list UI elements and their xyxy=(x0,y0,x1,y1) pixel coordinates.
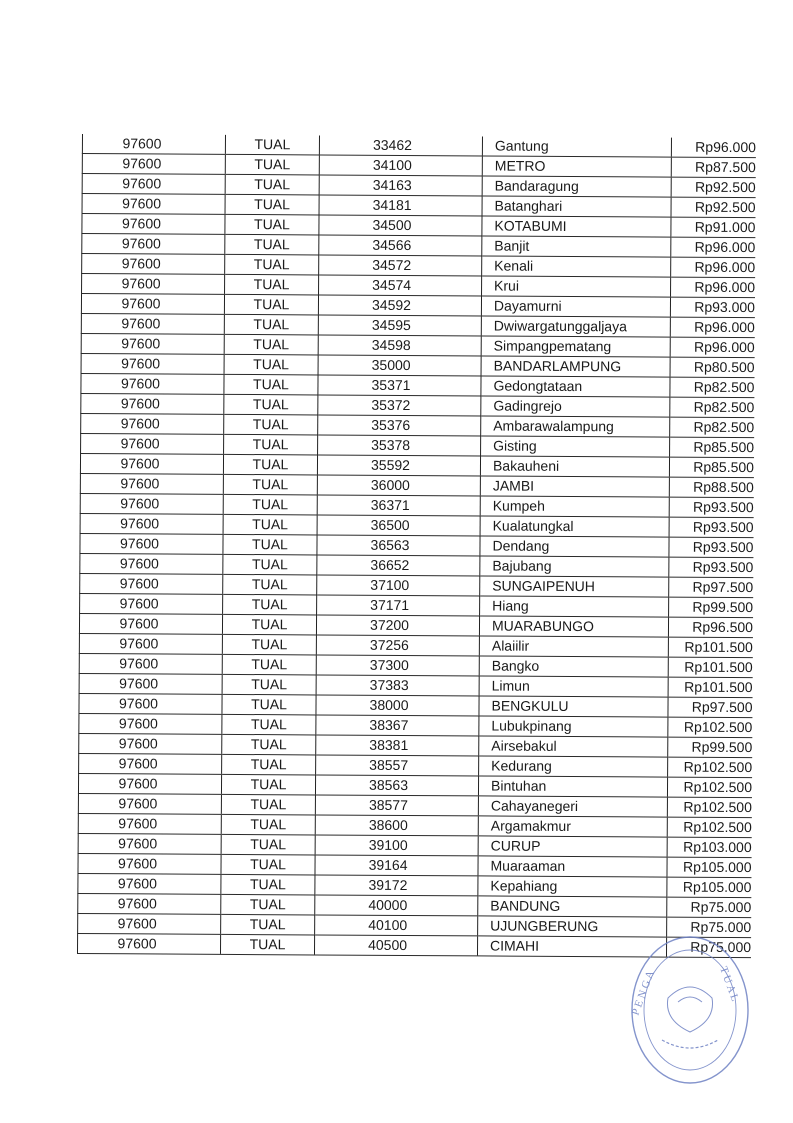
origin-zip-cell: 97600 xyxy=(80,473,223,494)
origin-zip-cell: 97600 xyxy=(79,653,222,674)
destination-zip-cell: 35378 xyxy=(318,435,481,456)
origin-city-cell: TUAL xyxy=(223,514,317,535)
destination-zip-cell: 39172 xyxy=(315,875,478,896)
price-cell: Rp96.500 xyxy=(668,617,753,638)
origin-city-cell: TUAL xyxy=(221,814,315,835)
price-cell: Rp102.500 xyxy=(667,797,752,818)
origin-city-cell: TUAL xyxy=(225,234,319,255)
origin-city-cell: TUAL xyxy=(225,254,319,275)
price-cell: Rp105.000 xyxy=(667,857,752,878)
price-cell: Rp82.500 xyxy=(670,417,755,438)
destination-zip-cell: 34598 xyxy=(318,335,481,356)
price-cell: Rp102.500 xyxy=(668,717,753,738)
origin-zip-cell: 97600 xyxy=(82,194,225,215)
price-cell: Rp85.500 xyxy=(669,457,754,478)
origin-city-cell: TUAL xyxy=(221,854,315,875)
destination-name-cell: BANDARLAMPUNG xyxy=(481,356,670,377)
price-cell: Rp105.000 xyxy=(667,877,752,898)
origin-city-cell: TUAL xyxy=(221,774,315,795)
origin-city-cell: TUAL xyxy=(221,874,315,895)
destination-zip-cell: 37383 xyxy=(316,675,479,696)
origin-city-cell: TUAL xyxy=(222,734,316,755)
destination-name-cell: Bajubang xyxy=(480,556,669,577)
destination-zip-cell: 34592 xyxy=(318,295,481,316)
destination-name-cell: BANDUNG xyxy=(478,896,667,917)
origin-zip-cell: 97600 xyxy=(78,913,221,934)
price-cell: Rp85.500 xyxy=(670,437,755,458)
origin-zip-cell: 97600 xyxy=(81,373,224,394)
destination-zip-cell: 34100 xyxy=(319,155,482,176)
destination-zip-cell: 37200 xyxy=(316,615,479,636)
price-cell: Rp75.000 xyxy=(666,937,751,958)
price-cell: Rp101.500 xyxy=(668,677,753,698)
destination-zip-cell: 36563 xyxy=(317,535,480,556)
price-cell: Rp88.500 xyxy=(669,477,754,498)
destination-zip-cell: 37100 xyxy=(317,575,480,596)
origin-zip-cell: 97600 xyxy=(79,633,222,654)
destination-name-cell: Bakauheni xyxy=(480,456,669,477)
destination-name-cell: Dayamurni xyxy=(481,296,670,317)
origin-zip-cell: 97600 xyxy=(78,793,221,814)
origin-zip-cell: 97600 xyxy=(80,573,223,594)
destination-name-cell: Airsebakul xyxy=(479,736,668,757)
destination-name-cell: CIMAHI xyxy=(477,936,666,957)
origin-city-cell: TUAL xyxy=(224,354,318,375)
svg-text:T U A L: T U A L xyxy=(717,964,741,1004)
origin-zip-cell: 97600 xyxy=(82,254,225,275)
svg-text:P E N G A: P E N G A xyxy=(629,969,657,1018)
price-cell: Rp96.000 xyxy=(670,337,755,358)
origin-zip-cell: 97600 xyxy=(81,413,224,434)
court-seal-stamp xyxy=(628,928,752,1086)
price-cell: Rp96.000 xyxy=(670,317,755,338)
destination-name-cell: BENGKULU xyxy=(479,696,668,717)
destination-name-cell: METRO xyxy=(482,156,671,177)
origin-zip-cell: 97600 xyxy=(81,333,224,354)
destination-name-cell: Alaiilir xyxy=(479,636,668,657)
destination-name-cell: Kualatungkal xyxy=(480,516,669,537)
origin-city-cell: TUAL xyxy=(223,454,317,475)
origin-city-cell: TUAL xyxy=(223,554,317,575)
price-cell: Rp93.500 xyxy=(669,537,754,558)
origin-city-cell: TUAL xyxy=(224,434,318,455)
destination-name-cell: CURUP xyxy=(478,836,667,857)
destination-zip-cell: 34181 xyxy=(319,195,482,216)
origin-zip-cell: 97600 xyxy=(80,493,223,514)
origin-zip-cell: 97600 xyxy=(82,274,225,295)
destination-zip-cell: 38367 xyxy=(316,715,479,736)
destination-name-cell: Dwiwargatunggaljaya xyxy=(481,316,670,337)
price-cell: Rp92.500 xyxy=(671,177,756,198)
destination-name-cell: Limun xyxy=(479,676,668,697)
origin-zip-cell: 97600 xyxy=(78,873,221,894)
price-cell: Rp96.000 xyxy=(671,138,756,158)
price-cell: Rp99.500 xyxy=(669,597,754,618)
origin-city-cell: TUAL xyxy=(222,634,316,655)
destination-name-cell: Cahayanegeri xyxy=(478,796,667,817)
origin-city-cell: TUAL xyxy=(221,794,315,815)
price-cell: Rp99.500 xyxy=(668,737,753,758)
destination-zip-cell: 36500 xyxy=(317,515,480,536)
destination-name-cell: Bandaragung xyxy=(482,176,671,197)
destination-zip-cell: 38577 xyxy=(315,795,478,816)
destination-name-cell: Krui xyxy=(482,276,671,297)
destination-name-cell: Banjit xyxy=(482,236,671,257)
price-cell: Rp97.500 xyxy=(669,577,754,598)
price-cell: Rp91.000 xyxy=(671,217,756,238)
origin-zip-cell: 97600 xyxy=(79,613,222,634)
destination-zip-cell: 34595 xyxy=(318,315,481,336)
tariff-table-body xyxy=(77,134,755,958)
origin-city-cell: TUAL xyxy=(225,135,319,155)
origin-city-cell: TUAL xyxy=(225,214,319,235)
destination-name-cell: Argamakmur xyxy=(478,816,667,837)
price-cell: Rp87.500 xyxy=(671,157,756,178)
origin-zip-cell: 97600 xyxy=(79,673,222,694)
origin-zip-cell: 97600 xyxy=(80,533,223,554)
origin-zip-cell: 97600 xyxy=(81,433,224,454)
origin-city-cell: TUAL xyxy=(221,834,315,855)
destination-name-cell: Kepahiang xyxy=(478,876,667,897)
origin-zip-cell: 97600 xyxy=(80,593,223,614)
price-cell: Rp93.500 xyxy=(669,557,754,578)
destination-name-cell: Ambarawalampung xyxy=(481,416,670,437)
origin-city-cell: TUAL xyxy=(220,934,314,955)
price-cell: Rp92.500 xyxy=(671,197,756,218)
destination-zip-cell: 35592 xyxy=(317,455,480,476)
destination-zip-cell: 38600 xyxy=(315,815,478,836)
destination-zip-cell: 40500 xyxy=(314,935,477,956)
origin-zip-cell: 97600 xyxy=(77,933,220,954)
origin-city-cell: TUAL xyxy=(222,654,316,675)
destination-name-cell: Gisting xyxy=(481,436,670,457)
origin-zip-cell: 97600 xyxy=(82,134,225,154)
origin-zip-cell: 97600 xyxy=(79,713,222,734)
origin-city-cell: TUAL xyxy=(222,754,316,775)
origin-city-cell: TUAL xyxy=(223,574,317,595)
origin-city-cell: TUAL xyxy=(222,614,316,635)
origin-city-cell: TUAL xyxy=(225,154,319,175)
price-cell: Rp80.500 xyxy=(670,357,755,378)
origin-zip-cell: 97600 xyxy=(81,393,224,414)
price-cell: Rp93.500 xyxy=(669,517,754,538)
origin-zip-cell: 97600 xyxy=(82,154,225,175)
destination-name-cell: KOTABUMI xyxy=(482,216,671,237)
price-cell: Rp96.000 xyxy=(671,237,756,258)
destination-name-cell: UJUNGBERUNG xyxy=(478,916,667,937)
origin-city-cell: TUAL xyxy=(224,414,318,435)
destination-name-cell: SUNGAIPENUH xyxy=(480,576,669,597)
destination-zip-cell: 37300 xyxy=(316,655,479,676)
destination-name-cell: Bangko xyxy=(479,656,668,677)
destination-name-cell: Hiang xyxy=(480,596,669,617)
origin-city-cell: TUAL xyxy=(221,914,315,935)
origin-zip-cell: 97600 xyxy=(80,453,223,474)
destination-zip-cell: 35376 xyxy=(318,415,481,436)
price-cell: Rp102.500 xyxy=(668,757,753,778)
destination-name-cell: Simpangpematang xyxy=(481,336,670,357)
destination-zip-cell: 35000 xyxy=(318,355,481,376)
destination-zip-cell: 34566 xyxy=(319,235,482,256)
origin-city-cell: TUAL xyxy=(224,394,318,415)
destination-zip-cell: 36652 xyxy=(317,555,480,576)
origin-city-cell: TUAL xyxy=(225,274,319,295)
destination-name-cell: Kenali xyxy=(482,256,671,277)
price-cell: Rp96.000 xyxy=(671,277,756,298)
origin-city-cell: TUAL xyxy=(225,194,319,215)
origin-city-cell: TUAL xyxy=(225,174,319,195)
destination-zip-cell: 38000 xyxy=(316,695,479,716)
origin-zip-cell: 97600 xyxy=(80,553,223,574)
destination-name-cell: Batanghari xyxy=(482,196,671,217)
destination-zip-cell: 34572 xyxy=(319,255,482,276)
price-cell: Rp93.500 xyxy=(669,497,754,518)
destination-name-cell: Gantung xyxy=(482,136,671,157)
destination-zip-cell: 40000 xyxy=(315,895,478,916)
destination-zip-cell: 35371 xyxy=(318,375,481,396)
price-cell: Rp93.000 xyxy=(670,297,755,318)
origin-zip-cell: 97600 xyxy=(82,214,225,235)
destination-zip-cell: 35372 xyxy=(318,395,481,416)
destination-zip-cell: 36371 xyxy=(317,495,480,516)
price-cell: Rp102.500 xyxy=(667,817,752,838)
destination-zip-cell: 33462 xyxy=(319,135,482,155)
origin-zip-cell: 97600 xyxy=(78,773,221,794)
price-cell: Rp103.000 xyxy=(667,837,752,858)
origin-city-cell: TUAL xyxy=(223,474,317,495)
destination-zip-cell: 40100 xyxy=(315,915,478,936)
destination-name-cell: JAMBI xyxy=(480,476,669,497)
price-cell: Rp101.500 xyxy=(668,637,753,658)
origin-zip-cell: 97600 xyxy=(79,733,222,754)
destination-name-cell: Dendang xyxy=(480,536,669,557)
origin-city-cell: TUAL xyxy=(224,374,318,395)
destination-zip-cell: 38557 xyxy=(316,755,479,776)
destination-zip-cell: 36000 xyxy=(317,475,480,496)
destination-name-cell: Bintuhan xyxy=(478,776,667,797)
origin-city-cell: TUAL xyxy=(222,674,316,695)
price-cell: Rp82.500 xyxy=(670,397,755,418)
origin-city-cell: TUAL xyxy=(223,534,317,555)
origin-zip-cell: 97600 xyxy=(81,294,224,315)
origin-city-cell: TUAL xyxy=(221,894,315,915)
price-cell: Rp101.500 xyxy=(668,657,753,678)
destination-zip-cell: 37171 xyxy=(317,595,480,616)
origin-zip-cell: 97600 xyxy=(78,833,221,854)
destination-zip-cell: 39164 xyxy=(315,855,478,876)
origin-city-cell: TUAL xyxy=(222,714,316,735)
destination-name-cell: Gadingrejo xyxy=(481,396,670,417)
destination-zip-cell: 38563 xyxy=(315,775,478,796)
origin-city-cell: TUAL xyxy=(224,294,318,315)
destination-zip-cell: 39100 xyxy=(315,835,478,856)
origin-zip-cell: 97600 xyxy=(78,813,221,834)
origin-zip-cell: 97600 xyxy=(82,174,225,195)
origin-city-cell: TUAL xyxy=(222,694,316,715)
destination-name-cell: Muaraaman xyxy=(478,856,667,877)
destination-zip-cell: 34163 xyxy=(319,175,482,196)
price-cell: Rp82.500 xyxy=(670,377,755,398)
origin-zip-cell: 97600 xyxy=(78,853,221,874)
destination-name-cell: Gedongtataan xyxy=(481,376,670,397)
origin-city-cell: TUAL xyxy=(224,334,318,355)
destination-zip-cell: 34500 xyxy=(319,215,482,236)
destination-name-cell: Kumpeh xyxy=(480,496,669,517)
origin-city-cell: TUAL xyxy=(223,494,317,515)
price-cell: Rp96.000 xyxy=(671,257,756,278)
destination-name-cell: MUARABUNGO xyxy=(479,616,668,637)
destination-name-cell: Kedurang xyxy=(479,756,668,777)
origin-city-cell: TUAL xyxy=(224,314,318,335)
price-cell: Rp97.500 xyxy=(668,697,753,718)
price-cell: Rp75.000 xyxy=(667,897,752,918)
origin-zip-cell: 97600 xyxy=(81,313,224,334)
origin-zip-cell: 97600 xyxy=(78,893,221,914)
destination-name-cell: Lubukpinang xyxy=(479,716,668,737)
tariff-table xyxy=(77,134,756,958)
origin-zip-cell: 97600 xyxy=(80,513,223,534)
price-cell: Rp75.000 xyxy=(667,917,752,938)
origin-zip-cell: 97600 xyxy=(82,234,225,255)
origin-city-cell: TUAL xyxy=(223,594,317,615)
origin-zip-cell: 97600 xyxy=(81,353,224,374)
origin-zip-cell: 97600 xyxy=(79,693,222,714)
destination-zip-cell: 37256 xyxy=(316,635,479,656)
destination-zip-cell: 34574 xyxy=(319,275,482,296)
price-cell: Rp102.500 xyxy=(667,777,752,798)
destination-zip-cell: 38381 xyxy=(316,735,479,756)
origin-zip-cell: 97600 xyxy=(79,753,222,774)
